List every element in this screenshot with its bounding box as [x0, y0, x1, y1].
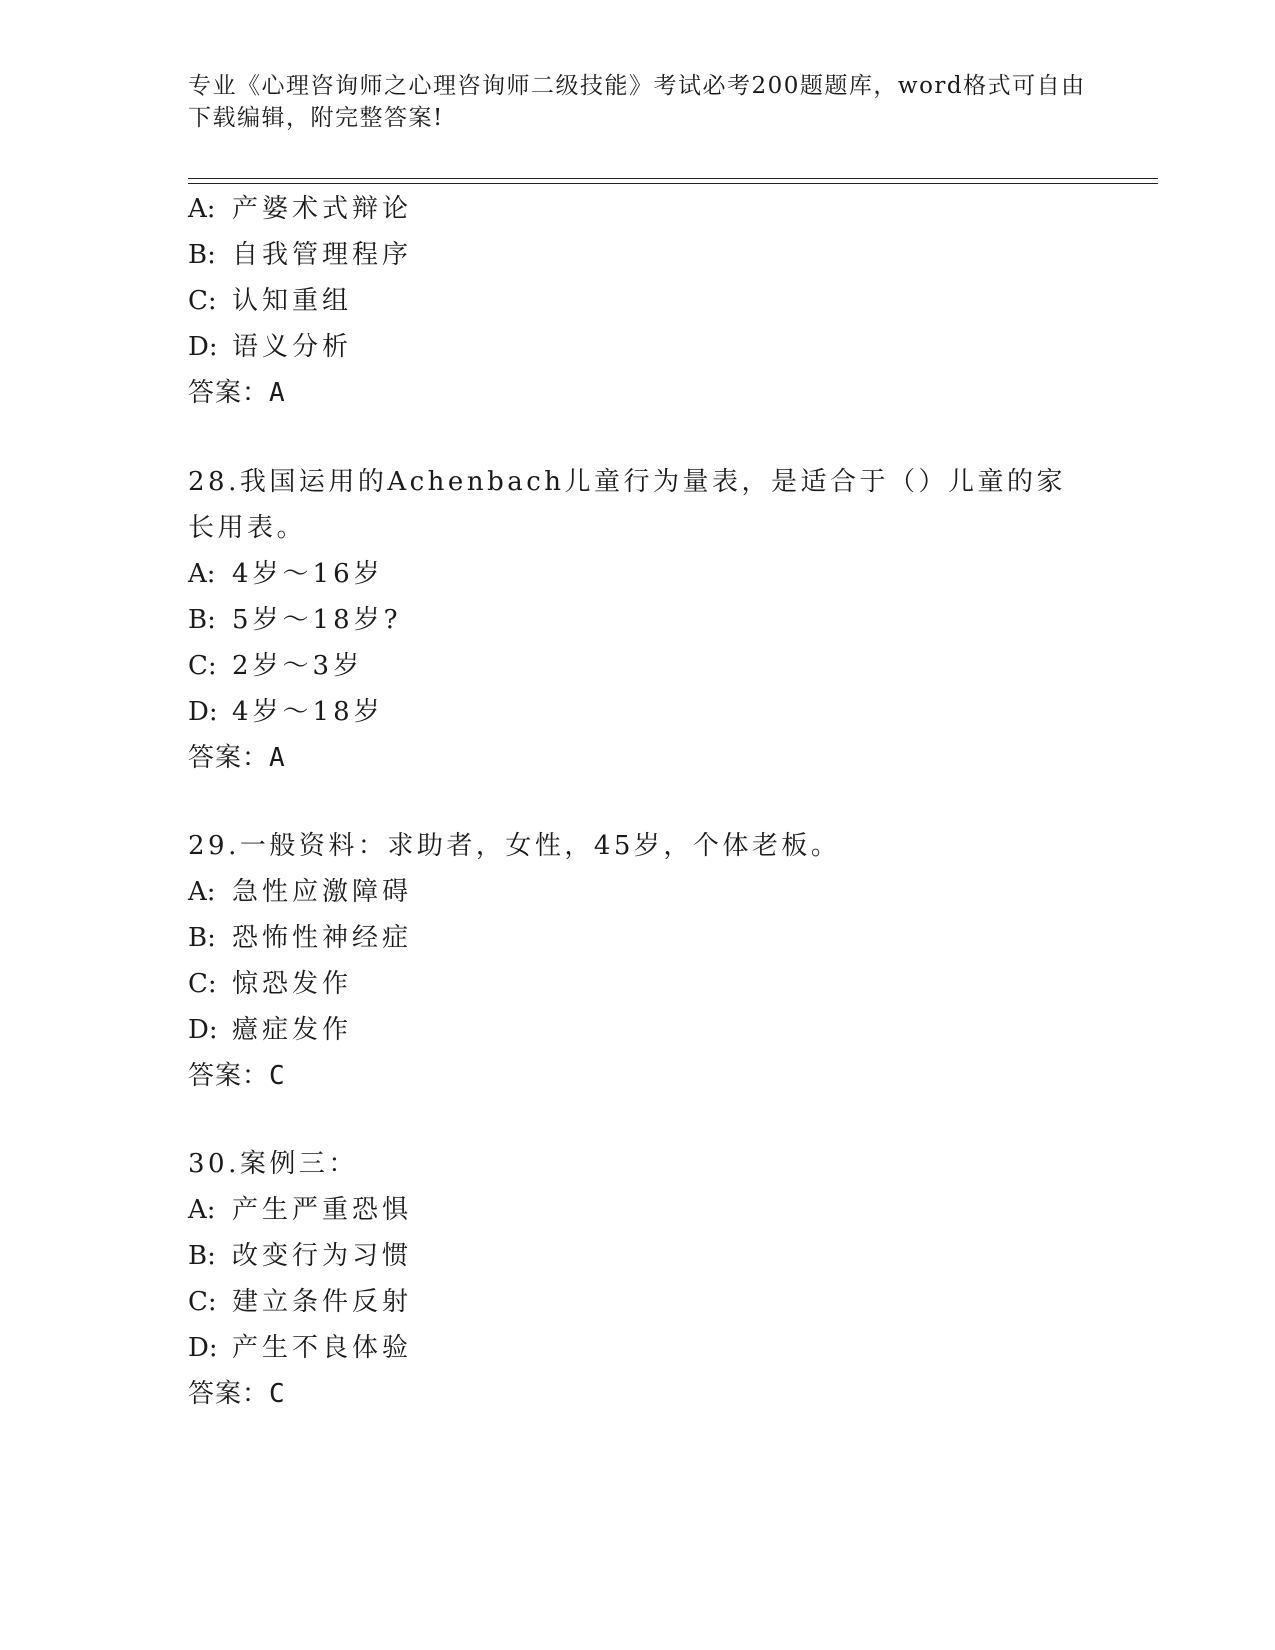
option-key: D:	[188, 697, 218, 727]
option-text: 自我管理程序	[232, 240, 413, 270]
option-text: 惊恐发作	[232, 969, 353, 999]
option-text: 急性应激障碍	[232, 877, 413, 907]
option-a	[188, 551, 1088, 597]
option-d	[188, 689, 1088, 735]
option-text: 恐怖性神经症	[232, 923, 413, 953]
option-c	[188, 961, 1088, 1007]
option-key: A:	[188, 559, 216, 589]
option-text: 语义分析	[232, 332, 353, 362]
option-a	[188, 186, 1088, 232]
option-key: A:	[188, 1195, 216, 1225]
question-stem: 30.案例三：	[188, 1149, 358, 1179]
option-b	[188, 597, 1088, 643]
question-stem: 29.一般资料：求助者，女性，45岁，个体老板。	[188, 831, 841, 861]
option-a	[188, 869, 1088, 915]
option-key: D:	[188, 332, 218, 362]
option-text: 认知重组	[232, 286, 353, 316]
option-d	[188, 1325, 1088, 1371]
document-header: 专业《心理咨询师之心理咨询师二级技能》考试必考200题题库，word格式可自由下载编辑，附完整答案!	[188, 73, 1086, 131]
option-text: 4岁～18岁	[232, 697, 384, 727]
option-key: C:	[188, 651, 217, 681]
option-key: A:	[188, 877, 216, 907]
option-key: C:	[188, 1287, 217, 1317]
option-text: 癔症发作	[232, 1015, 353, 1045]
option-text: 产婆术式辩论	[232, 194, 413, 224]
option-key: B:	[188, 240, 216, 270]
question-stem: 28.我国运用的Achenbach儿童行为量表，是适合于（）儿童的家长用表。	[188, 467, 1067, 543]
option-text: 2岁～3岁	[232, 651, 364, 681]
answer-line: 答案：C	[188, 1061, 286, 1091]
option-key: C:	[188, 286, 217, 316]
option-text: 产生不良体验	[232, 1333, 413, 1363]
option-text: 建立条件反射	[232, 1287, 413, 1317]
option-key: A:	[188, 194, 216, 224]
option-text: 5岁～18岁?	[232, 605, 402, 635]
header-rule-top	[188, 178, 1158, 179]
option-key: C:	[188, 969, 217, 999]
option-key: B:	[188, 1241, 216, 1271]
option-key: D:	[188, 1333, 218, 1363]
option-b	[188, 232, 1088, 278]
question-28	[188, 459, 1088, 781]
option-text: 改变行为习惯	[232, 1241, 413, 1271]
option-key: B:	[188, 923, 216, 953]
option-key: B:	[188, 605, 216, 635]
answer-line: 答案：A	[188, 378, 286, 408]
option-c	[188, 278, 1088, 324]
option-d	[188, 324, 1088, 370]
answer-line: 答案：C	[188, 1379, 286, 1409]
option-b	[188, 915, 1088, 961]
answer-line: 答案：A	[188, 743, 286, 773]
option-d	[188, 1007, 1088, 1053]
question-27	[188, 186, 1088, 416]
option-text: 产生严重恐惧	[232, 1195, 413, 1225]
option-c	[188, 1279, 1088, 1325]
option-b	[188, 1233, 1088, 1279]
header-rule-bottom	[188, 183, 1158, 184]
option-a	[188, 1187, 1088, 1233]
option-text: 4岁～16岁	[232, 559, 384, 589]
option-c	[188, 643, 1088, 689]
question-29	[188, 823, 1088, 1099]
option-key: D:	[188, 1015, 218, 1045]
question-30	[188, 1141, 1088, 1417]
